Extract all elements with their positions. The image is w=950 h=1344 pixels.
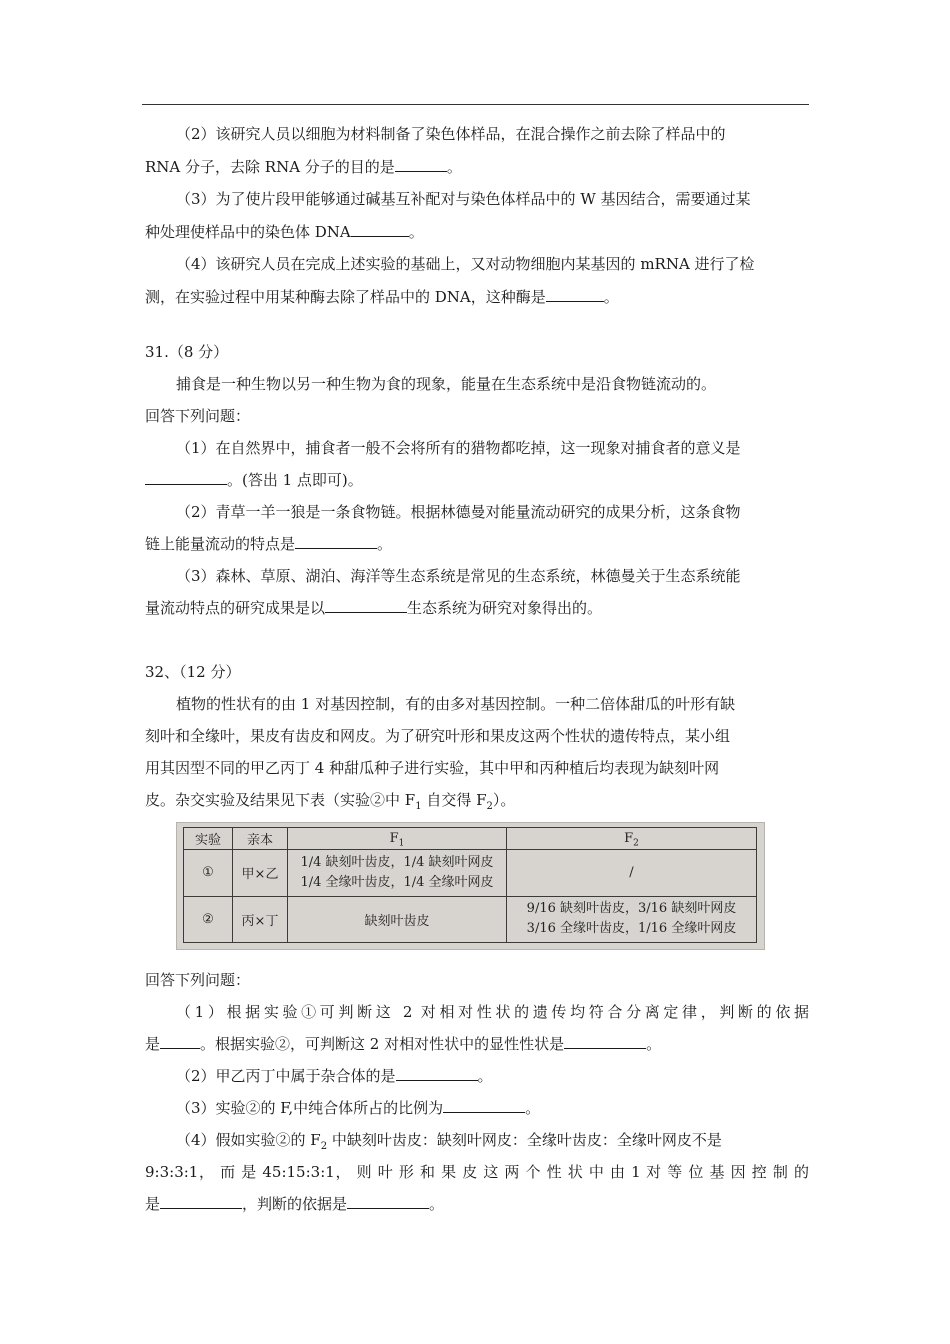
q30-p2-line1: （2）该研究人员以细胞为材料制备了染色体样品，在混合操作之前去除了样品中的: [176, 125, 726, 143]
q32-p2: （2）甲乙丙丁中属于杂合体的是 。: [176, 1067, 493, 1085]
answer-blank[interactable]: [395, 157, 447, 172]
table-row: [184, 896, 757, 942]
answer-blank[interactable]: [295, 534, 377, 549]
row2-parents: 丙×丁: [233, 896, 288, 942]
results-table: [183, 827, 757, 943]
q30-p3-line1: （3）为了使片段甲能够通过碱基互补配对与染色体样品中的 W 基因结合，需要通过某: [176, 190, 751, 208]
q31-p2-line2: 链上能量流动的特点是 。: [145, 535, 393, 553]
table-row: [184, 850, 757, 896]
q31-p2-line1: （2）青草一羊一狼是一条食物链。根据林德曼对能量流动研究的成果分析，这条食物: [176, 503, 741, 521]
row1-parents: 甲×乙: [233, 850, 288, 896]
header-f2: $F_2$: [507, 828, 757, 850]
q31-p1-line1: （1）在自然界中，捕食者一般不会将所有的猎物都吃掉，这一现象对捕食者的意义是: [176, 439, 741, 457]
answer-blank[interactable]: [160, 1034, 200, 1049]
q32-p4-line1: （4）假如实验②的 $F_2$ 中缺刻叶齿皮：缺刻叶网皮：全缘叶齿皮：全缘叶网皮不是: [176, 1131, 722, 1152]
row2-f2: 9/16 缺刻叶齿皮，3/16 缺刻叶网皮 3/16 全缘叶齿皮，1/16 全缘叶网皮: [507, 896, 757, 942]
q31-p3-line2: 量流动特点的研究成果是以 生态系统为研究对象得出的。: [145, 599, 603, 617]
q32-p3: （3）实验②的 F,中纯合体所占的比例为 。: [176, 1099, 541, 1117]
q31-prompt: 回答下列问题：: [145, 407, 251, 425]
q31-header: 31.（8 分）: [145, 343, 229, 361]
answer-blank[interactable]: [145, 470, 227, 485]
q32-header: 32、（12 分）: [145, 663, 241, 681]
q30-p2-line2: RNA 分子，去除 RNA 分子的目的是 。: [145, 158, 462, 176]
q32-p1-line2: 是 。根据实验②，可判断这 2 对相对性状中的显性性状是 。: [145, 1035, 662, 1053]
answer-blank[interactable]: [347, 1194, 429, 1209]
answer-blank[interactable]: [443, 1098, 525, 1113]
answer-blank[interactable]: [160, 1194, 242, 1209]
q30-p4-line1: （4）该研究人员在完成上述实验的基础上，又对动物细胞内某基因的 mRNA 进行了检: [176, 255, 755, 273]
q30-p4-line2: 测，在实验过程中用某种酶去除了样品中的 DNA，这种酶是 。: [145, 288, 619, 306]
header-experiment: 实验: [184, 828, 233, 850]
q32-prompt: 回答下列问题：: [145, 971, 251, 989]
q32-p4-line2: 9:3:3:1， 而 是 45:15:3:1， 则 叶 形 和 果 皮 这 两 个 性 状 中 由 1 对 等 位 基 因 控 制 的: [145, 1163, 809, 1181]
q32-intro-line1: 植物的性状有的由 1 对基因控制，有的由多对基因控制。一种二倍体甜瓜的叶形有缺: [176, 695, 736, 713]
q32-intro-line2: 刻叶和全缘叶，果皮有齿皮和网皮。为了研究叶形和果皮这两个性状的遗传特点，某小组: [145, 727, 731, 745]
answer-blank[interactable]: [396, 1066, 478, 1081]
header-parents: 亲本: [233, 828, 288, 850]
header-rule: [142, 104, 809, 105]
q31-p3-line1: （3）森林、草原、湖泊、海洋等生态系统是常见的生态系统，林德曼关于生态系统能: [176, 567, 741, 585]
answer-blank[interactable]: [351, 222, 409, 237]
row2-f1: 缺刻叶齿皮: [288, 896, 507, 942]
row1-experiment: ①: [184, 850, 233, 896]
table-header-row: [184, 828, 757, 850]
answer-blank[interactable]: [546, 287, 604, 302]
q32-p4-line3: 是 ，判断的依据是 。: [145, 1195, 445, 1213]
row1-f1: 1/4 缺刻叶齿皮，1/4 缺刻叶网皮 1/4 全缘叶齿皮，1/4 全缘叶网皮: [288, 850, 507, 896]
q32-p1-line1: （1）根据实验①可判断这 2 对相对性状的遗传均符合分离定律，判断的依据: [176, 1003, 809, 1021]
row1-f2: /: [507, 850, 757, 896]
answer-blank[interactable]: [564, 1034, 646, 1049]
answer-blank[interactable]: [325, 598, 407, 613]
q32-intro-line3: 用其因型不同的甲乙丙丁 4 种甜瓜种子进行实验，其中甲和丙种植后均表现为缺刻叶网: [145, 759, 720, 777]
row2-experiment: ②: [184, 896, 233, 942]
q30-p3-line2: 种处理使样品中的染色体 DNA 。: [145, 223, 424, 241]
q31-intro: 捕食是一种生物以另一种生物为食的现象，能量在生态系统中是沿食物链流动的。: [176, 375, 717, 393]
results-table-photo: [176, 822, 765, 950]
q31-p1-line2: 。(答出 1 点即可)。: [145, 470, 809, 490]
header-f1: $F_1$: [288, 828, 507, 850]
q32-intro-line4: 皮。杂交实验及结果见下表（实验②中 $F_1$ 自交得 $F_2$）。: [145, 791, 516, 812]
